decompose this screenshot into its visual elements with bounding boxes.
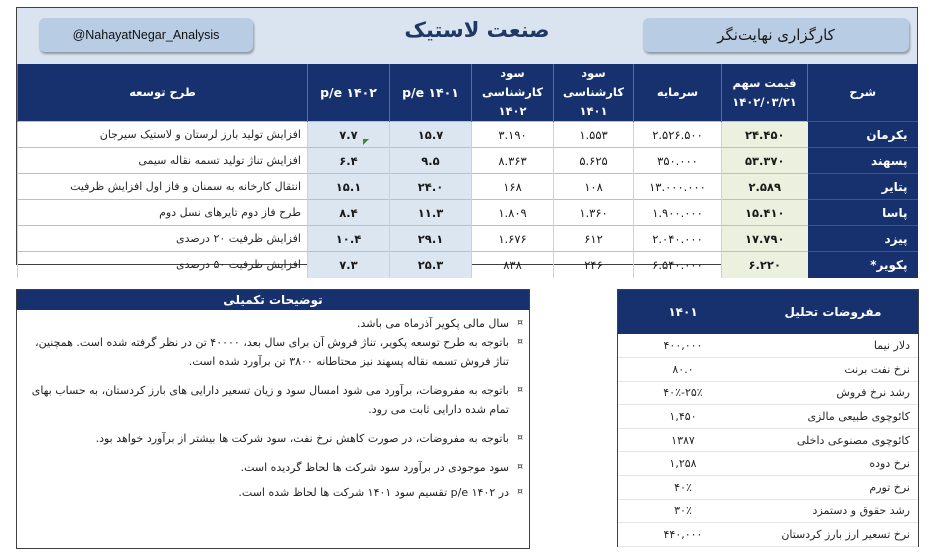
stock-table-header <box>18 64 918 122</box>
eps1401-cell: ۱۰۸ <box>554 174 634 200</box>
price-cell: ۱۷.۷۹۰ <box>722 226 808 252</box>
assumption-label: رشد نرخ فروش <box>836 386 910 400</box>
pe1402-cell: ۷.۳ <box>308 252 390 278</box>
pe1402-cell: ۶.۴ <box>308 148 390 174</box>
plan-cell: افزایش تناژ تولید تسمه نقاله سیمی <box>18 148 308 174</box>
pe1401-cell: ۲۹.۱ <box>390 226 472 252</box>
note-item <box>27 314 523 333</box>
price-cell: ۶.۲۲۰ <box>722 252 808 278</box>
notes-panel <box>16 289 530 549</box>
bullet-icon: ¤ <box>517 337 523 347</box>
eps1401-cell: ۲۴۶ <box>554 252 634 278</box>
agency-name: کارگزاری نهایت‌نگر <box>717 26 835 44</box>
row-name-cell: پتایر <box>808 174 918 200</box>
stock-table-body <box>18 122 918 278</box>
plan-cell: افزایش تولید بارز لرستان و لاستیک سیرجان <box>18 122 308 148</box>
assumption-value: ۴۰۰,۰۰۰ <box>663 339 703 353</box>
assumption-row <box>618 476 918 500</box>
stock-row <box>18 122 918 148</box>
note-text: سود موجودی در برآورد سود شرکت ها لحاظ گردیده است. <box>240 461 509 474</box>
stock-table <box>17 64 918 278</box>
assumption-label: نرخ نفت برنت <box>844 362 910 376</box>
assumption-value: ۲۵٪-۴۰٪ <box>663 386 703 400</box>
bullet-icon: ¤ <box>517 385 523 395</box>
assumption-value: ۳۰٪ <box>674 504 692 518</box>
stock-row <box>18 200 918 226</box>
assumptions-title: مفروضات تحلیل <box>748 290 918 334</box>
eps1401-cell: ۱.۵۵۳ <box>554 122 634 148</box>
price-cell: ۲۴.۴۵۰ <box>722 122 808 148</box>
assumption-label: رشد حقوق و دستمزد <box>812 504 910 518</box>
price-cell: ۱۵.۴۱۰ <box>722 200 808 226</box>
agency-badge <box>643 18 909 52</box>
eps1402-cell: ۱۶۸ <box>472 174 554 200</box>
notes-list <box>17 310 529 502</box>
note-text: باتوجه به مفروضات، در صورت کاهش نرخ نفت، سود شرکت ها بیشتر از برآورد خواهد بود. <box>95 432 509 445</box>
col-price-header: قیمت سهم ۱۴۰۲/۰۳/۲۱ <box>722 64 808 122</box>
pe1401-cell: ۲۵.۳ <box>390 252 472 278</box>
assumption-row <box>618 381 918 405</box>
plan-cell: افزایش ظرفیت ۲۰ درصدی <box>18 226 308 252</box>
stock-row <box>18 174 918 200</box>
assumption-row <box>618 452 918 476</box>
row-name-cell: پیزد <box>808 226 918 252</box>
note-text: باتوجه به مفروضات، برآورد می شود امسال سود و زیان تسعیر دارایی های بارز کردستان، به حساب بهای تمام شده دارایی ثابت می رود. <box>31 384 509 416</box>
price-cell: ۵۳.۳۷۰ <box>722 148 808 174</box>
cell-comment-marker <box>363 139 369 145</box>
stock-row <box>18 148 918 174</box>
assumption-value: ۴۴۰,۰۰۰ <box>663 528 703 542</box>
pe1401-cell: ۲۴.۰ <box>390 174 472 200</box>
assumption-label: کائوچوی مصنوعی داخلی <box>796 433 910 447</box>
assumption-value: ۱,۲۵۸ <box>669 457 697 471</box>
assumption-label: نرخ تسعیر ارز بارز کردستان <box>781 528 910 542</box>
plan-cell: افزایش ظرفیت ۵۰ درصدی <box>18 252 308 278</box>
capital-cell: ۳۵۰.۰۰۰ <box>634 148 722 174</box>
row-name-cell: پاسا <box>808 200 918 226</box>
assumption-label: نرخ دوده <box>869 457 910 471</box>
pe1402-cell: ۱۵.۱ <box>308 174 390 200</box>
bullet-icon: ¤ <box>517 433 523 443</box>
assumptions-table <box>618 290 918 547</box>
row-name-cell: یکرمان <box>808 122 918 148</box>
col-capital-header: سرمایه <box>634 64 722 122</box>
handle-badge <box>39 18 253 52</box>
col-plan-header: طرح توسعه <box>18 64 308 122</box>
assumptions-body <box>618 334 918 546</box>
note-item <box>27 381 523 419</box>
plan-cell: انتقال کارخانه به سمنان و فاز اول افزایش ظرفیت <box>18 174 308 200</box>
price-cell: ۲.۵۸۹ <box>722 174 808 200</box>
assumption-row <box>618 405 918 429</box>
main-panel <box>16 7 918 272</box>
capital-cell: ۲.۵۲۶.۵۰۰ <box>634 122 722 148</box>
assumption-row <box>618 428 918 452</box>
assumption-value: ۸۰.۰ <box>672 362 694 376</box>
col-pe1401-header: p/e ۱۴۰۱ <box>390 64 472 122</box>
col-pe1402-header: p/e ۱۴۰۲ <box>308 64 390 122</box>
plan-cell: طرح فاز دوم تایرهای نسل دوم <box>18 200 308 226</box>
eps1402-cell: ۳.۱۹۰ <box>472 122 554 148</box>
col-eps1401-header: سود کارشناسی ۱۴۰۱ <box>554 64 634 122</box>
row-name-cell: پسهند <box>808 148 918 174</box>
eps1401-cell: ۶۱۲ <box>554 226 634 252</box>
bullet-icon: ¤ <box>517 462 523 472</box>
note-text: سال مالی پکویر آذرماه می باشد. <box>357 317 509 330</box>
assumption-label: کائوچوی طبیعی مالزی <box>807 410 910 424</box>
pe1402-cell: ۷.۷ <box>308 122 390 148</box>
assumptions-header <box>618 290 918 334</box>
assumption-label: نرخ تورم <box>869 480 910 494</box>
handle-text: @NahayatNegar_Analysis <box>72 28 220 42</box>
capital-cell: ۱۳.۰۰۰.۰۰۰ <box>634 174 722 200</box>
eps1402-cell: ۸.۳۶۳ <box>472 148 554 174</box>
pe1401-cell: ۱۵.۷ <box>390 122 472 148</box>
notes-title: توضیحات تکمیلی <box>17 290 529 310</box>
capital-cell: ۲.۰۴۰.۰۰۰ <box>634 226 722 252</box>
assumptions-year: ۱۴۰۱ <box>618 290 748 334</box>
assumption-label: دلار نیما <box>873 339 910 353</box>
assumption-row <box>618 499 918 523</box>
report-title: صنعت لاستیک <box>404 18 550 42</box>
stock-row <box>18 252 918 278</box>
eps1402-cell: ۱.۸۰۹ <box>472 200 554 226</box>
bullet-icon: ¤ <box>517 318 523 328</box>
note-item <box>27 429 523 448</box>
pe1401-cell: ۹.۵ <box>390 148 472 174</box>
assumption-value: ۴۰٪ <box>674 480 692 494</box>
eps1402-cell: ۸۳۸ <box>472 252 554 278</box>
pe1401-cell: ۱۱.۳ <box>390 200 472 226</box>
eps1401-cell: ۵.۶۲۵ <box>554 148 634 174</box>
col-name-header: شرح <box>808 64 918 122</box>
capital-cell: ۶.۵۴۰.۰۰۰ <box>634 252 722 278</box>
header-bar <box>17 8 917 64</box>
pe1402-cell: ۸.۴ <box>308 200 390 226</box>
stock-row <box>18 226 918 252</box>
capital-cell: ۱.۹۰۰.۰۰۰ <box>634 200 722 226</box>
assumption-row <box>618 358 918 382</box>
row-name-cell: پکویر* <box>808 252 918 278</box>
bullet-icon: ¤ <box>517 487 523 497</box>
note-item <box>27 483 523 502</box>
pe1402-cell: ۱۰.۴ <box>308 226 390 252</box>
note-text: باتوجه به طرح توسعه پکویر، تناژ فروش آن برای سال بعد، ۴۰۰۰۰ تن در نظر گرفته شده است. همچنین، تناژ فروش تسمه نقاله پسهند نیز محتاطانه ۳۸۰۰ تن برآورد شده است. <box>35 336 509 368</box>
assumptions-panel <box>617 289 919 547</box>
eps1401-cell: ۱.۳۶۰ <box>554 200 634 226</box>
note-item <box>27 458 523 477</box>
eps1402-cell: ۱.۶۷۶ <box>472 226 554 252</box>
assumption-value: ۱,۴۵۰ <box>669 410 697 424</box>
assumption-row <box>618 334 918 358</box>
assumption-value: ۱۳۸۷ <box>671 433 695 447</box>
note-text: در ۱۴۰۲ p/e تقسیم سود ۱۴۰۱ شرکت ها لحاظ شده است. <box>238 486 509 499</box>
note-item <box>27 333 523 371</box>
assumption-row <box>618 523 918 547</box>
col-eps1402-header: سود کارشناسی ۱۴۰۲ <box>472 64 554 122</box>
